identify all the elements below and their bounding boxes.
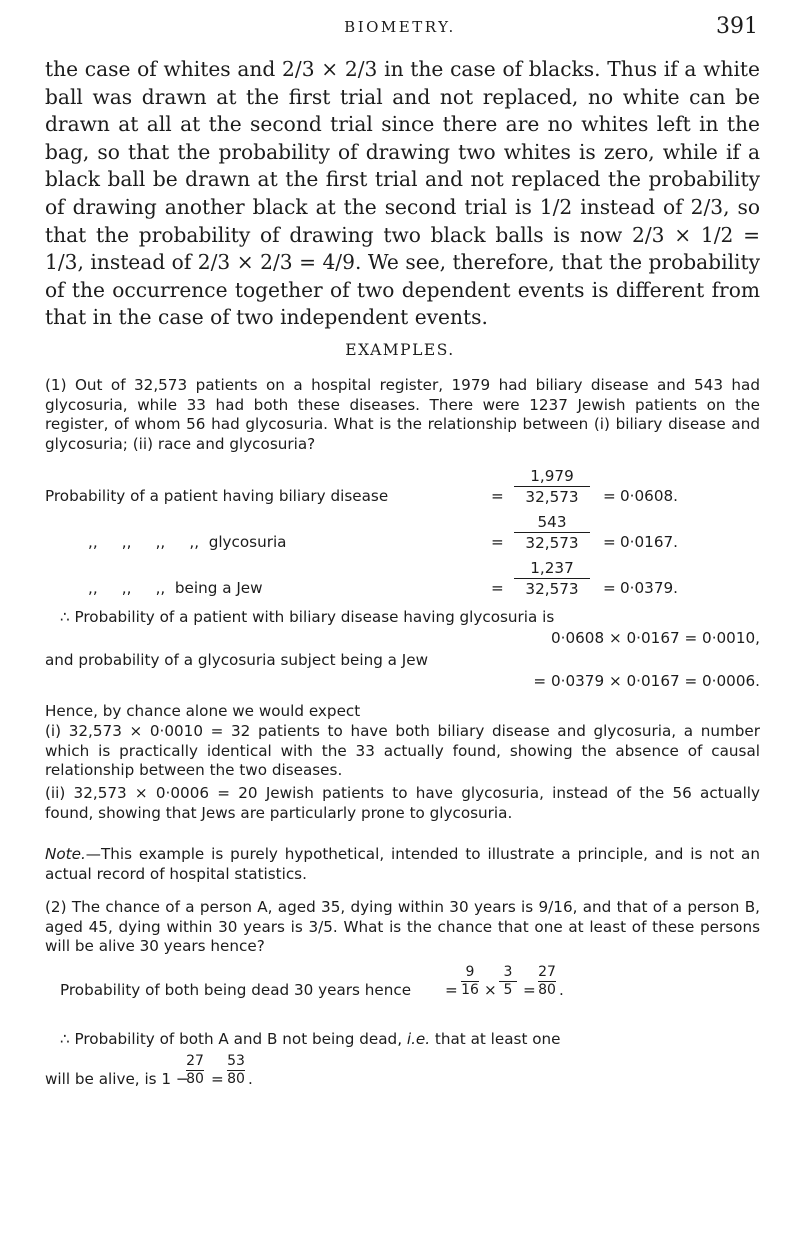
fraction-denominator: 16 [461, 982, 479, 998]
row-glycosuria-result: 0·0167. [620, 533, 678, 551]
fraction-27-80 [536, 964, 558, 999]
examples-heading: EXAMPLES. [345, 341, 455, 359]
hence-point-i: (i) 32,573 × 0·0010 = 32 patients to have both biliary disease and glycosuria, a number which is practically identical with the 33 actually found, showing the absence of causal relationship between the two diseases. [45, 722, 760, 780]
fraction-glycosuria [504, 512, 600, 553]
fraction-numerator: 543 [537, 513, 567, 531]
fraction-numerator: 27 [538, 964, 556, 980]
row-glycosuria-equals: = [491, 533, 504, 551]
alive-prefix: will be alive, is 1 − [45, 1070, 189, 1088]
fraction-numerator: 53 [227, 1053, 245, 1069]
page-number: 391 [716, 14, 758, 39]
row-jew-label: ,, ,, ,, being a Jew [88, 579, 263, 597]
therefore-line: ∴ Probability of a patient with biliary disease having glycosuria is [60, 608, 555, 626]
row-jew-equals: = [491, 579, 504, 597]
hence-point-ii: (ii) 32,573 × 0·0006 = 20 Jewish patients to have glycosuria, instead of the 56 actually found, showing that Jews are particularly prone to glycosuria. [45, 784, 760, 822]
row-biliary-equals: = [491, 487, 504, 505]
fraction-numerator: 1,237 [530, 559, 574, 577]
alive-end-dot: . [248, 1070, 253, 1088]
alive-line [60, 1030, 561, 1048]
row-biliary-result: 0·0608. [620, 487, 678, 505]
alive-equals: = [211, 1070, 224, 1088]
fraction-jew [504, 558, 600, 599]
fraction-numerator: 27 [186, 1053, 204, 1069]
row-biliary-equals-2: = [603, 487, 616, 505]
fraction-9-16 [459, 964, 481, 999]
note-label: Note. [45, 845, 86, 863]
fraction-denominator: 5 [503, 982, 513, 998]
fraction-3-5 [497, 964, 519, 999]
running-header [0, 14, 800, 42]
fraction-biliary [504, 466, 600, 507]
fraction-denominator: 80 [227, 1071, 245, 1087]
intro-paragraph: the case of whites and 2/3 × 2/3 in the case of blacks. Thus if a white ball was drawn at the first trial and not replaced, no white can be drawn at all at the second trial since there are no whites left in the bag, so that the probability of drawing two whites is zero, while if a black ball be drawn at the first trial and not replaced the probability of drawing another black at the second trial is 1/2 instead of 2/3, so that the probability of drawing two black balls is now 2/3 × 1/2 = 1/3, instead of 2/3 × 2/3 = 4/9. We see, therefore, that the probability of the occurrence together of two dependent events is different from that in the case of two independent events. [45, 57, 760, 330]
example-2-question: (2) The chance of a person A, aged 35, dying within 30 years is 9/16, and that of a person B, aged 45, dying within 30 years is 3/5. What is the chance that one at least of these persons will be alive 30 years hence? [45, 898, 760, 956]
dead-equals-1: = [445, 981, 458, 999]
fraction-denominator: 80 [538, 982, 556, 998]
fraction-53-80 [225, 1053, 247, 1088]
alive-line-b: that at least one [434, 1030, 561, 1048]
dead-equals-2: = [523, 981, 536, 999]
fraction-27-80-b [184, 1053, 206, 1088]
dead-end-dot: . [559, 981, 564, 999]
fraction-denominator: 32,573 [525, 534, 579, 552]
example-1-question: (1) Out of 32,573 patients on a hospital register, 1979 had biliary disease and 543 had glycosuria, while 33 had both these diseases. There were 1237 Jewish patients on the register, of whom 56 had glycosuria. What is the relationship between (i) biliary disease and glycosuria; (ii) race and glycosuria? [45, 376, 760, 453]
dead-probability-label: Probability of both being dead 30 years hence [60, 981, 412, 999]
hence-intro: Hence, by chance alone we would expect [45, 702, 361, 720]
note-paragraph [45, 845, 760, 884]
row-glycosuria-equals-2: = [603, 533, 616, 551]
fraction-denominator: 32,573 [525, 580, 579, 598]
row-glycosuria-label: ,, ,, ,, ,, glycosuria [88, 533, 287, 551]
running-title: BIOMETRY. [344, 18, 456, 36]
and-calculation: = 0·0379 × 0·0167 = 0·0006. [533, 672, 760, 690]
fraction-denominator: 32,573 [525, 488, 579, 506]
row-jew-result: 0·0379. [620, 579, 678, 597]
and-line: and probability of a glycosuria subject being a Jew [45, 651, 429, 669]
times-sign: × [484, 981, 497, 999]
alive-line-a: ∴ Probability of both A and B not being dead, [60, 1030, 403, 1048]
row-jew-equals-2: = [603, 579, 616, 597]
therefore-calculation: 0·0608 × 0·0167 = 0·0010, [550, 629, 760, 647]
fraction-numerator: 3 [503, 964, 513, 980]
row-biliary-label: Probability of a patient having biliary disease [45, 487, 389, 505]
fraction-denominator: 80 [186, 1071, 204, 1087]
note-text: —This example is purely hypothetical, intended to illustrate a principle, and is not an actual record of hospital statistics. [45, 845, 760, 883]
fraction-numerator: 1,979 [530, 467, 574, 485]
alive-line-ie: i.e. [406, 1030, 431, 1048]
fraction-numerator: 9 [465, 964, 475, 980]
